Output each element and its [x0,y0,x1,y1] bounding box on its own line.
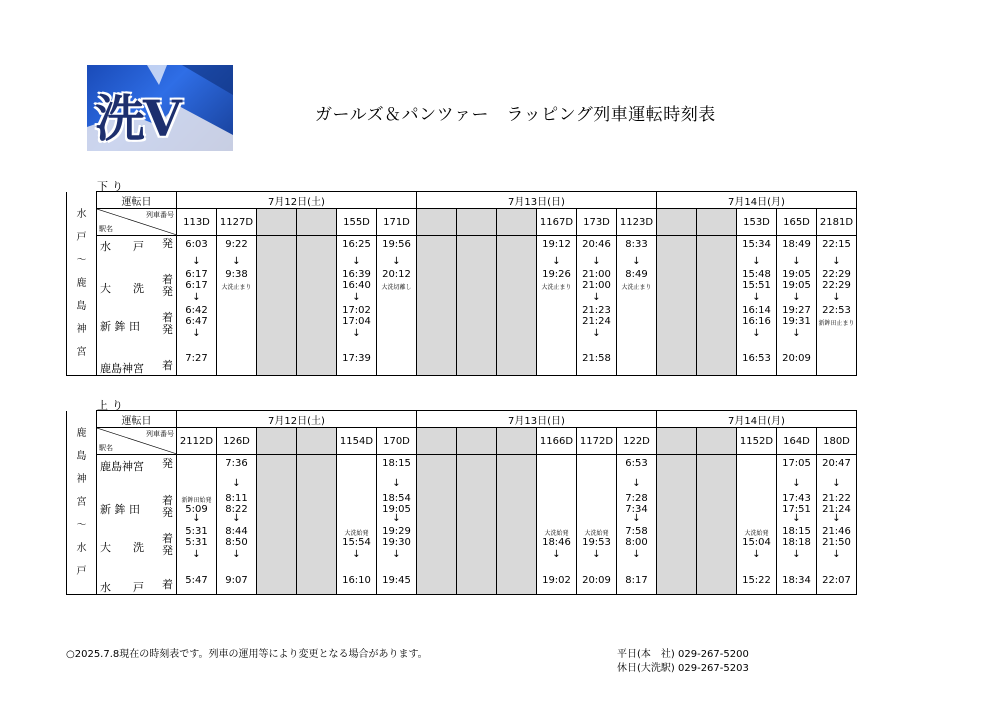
arrive-depart-tag: 着 [162,578,173,591]
service-note: 大洗始発 [544,530,569,537]
time-column [697,455,737,595]
direction-char: ～ [76,519,87,531]
time-cell: 22:07 [822,575,851,586]
train-number: 171D [377,209,417,236]
pass-arrow: ↓ [792,513,801,524]
time-column [457,455,497,595]
time-cell: 6:47 [185,316,208,327]
direction-char: 宮 [76,496,87,508]
train-number [257,209,297,236]
time-cell: 18:46 [542,537,571,548]
time-cell: 15:54 [342,537,371,548]
direction-char: 神 [76,323,87,335]
time-column [497,455,537,595]
arrive-depart-tag: 着 発 [162,273,173,298]
train-number: 126D [217,428,257,455]
pass-arrow: ↓ [232,478,241,489]
time-cell: 6:17 [185,269,208,280]
train-number: 155D [337,209,377,236]
train-number: 1172D [577,428,617,455]
pass-arrow: ↓ [832,513,841,524]
pass-arrow: ↓ [352,549,361,560]
pass-arrow: ↓ [232,549,241,560]
direction-char: 戸 [76,231,87,243]
time-cell: 19:29 [382,526,411,537]
time-cell: 6:03 [185,239,208,250]
time-cell: 20:47 [822,458,851,469]
time-cell: 8:49 [625,269,648,280]
contact-holiday [617,659,749,674]
notice-text: ○2025.7.8現在の時刻表です。列車の運用等により変更となる場合があります。 [66,649,428,660]
pass-arrow: ↓ [832,292,841,303]
time-cell: 19:27 [782,305,811,316]
pass-arrow: ↓ [232,256,241,267]
train-no-label: 列車番号 [146,430,174,438]
time-cell: 15:51 [742,280,771,291]
date-header: 7月14日(月) [657,411,857,428]
time-cell: 7:58 [625,526,648,537]
time-column [777,236,817,376]
contact-label: 平日(本 社) [617,649,675,660]
train-number: 180D [817,428,857,455]
time-cell: 19:56 [382,239,411,250]
time-cell: 19:02 [542,575,571,586]
pass-arrow: ↓ [352,292,361,303]
time-cell: 7:34 [625,504,648,515]
pass-arrow: ↓ [352,328,361,339]
time-cell: 16:16 [742,316,771,327]
station-name: 大 洗 [100,541,144,554]
service-note: 大洗止まり [541,284,572,291]
time-cell: 7:28 [625,493,648,504]
time-column [617,236,657,376]
direction-label [67,192,97,376]
time-cell: 21:00 [582,269,611,280]
service-note: 大洗止まり [221,284,252,291]
pass-arrow: ↓ [792,292,801,303]
time-cell: 17:51 [782,504,811,515]
pass-arrow: ↓ [192,513,201,524]
direction-char: 鹿 [76,427,87,439]
train-number [697,428,737,455]
direction-char: 鹿 [76,277,87,289]
pass-arrow: ↓ [832,256,841,267]
station-name: 新 鉾 田 [100,320,140,333]
station-name: 水 戸 [100,240,144,253]
time-column [737,455,777,595]
time-cell: 19:45 [382,575,411,586]
pass-arrow: ↓ [192,328,201,339]
pass-arrow: ↓ [392,256,401,267]
time-cell: 15:22 [742,575,771,586]
time-cell: 18:15 [382,458,411,469]
direction-char: ～ [76,254,87,266]
time-cell: 17:43 [782,493,811,504]
date-header: 7月12日(土) [177,192,417,209]
pass-arrow: ↓ [752,549,761,560]
arrive-depart-tag: 発 [162,237,173,250]
contact-phone: 029-267-5200 [678,649,749,660]
time-cell: 20:12 [382,269,411,280]
time-cell: 22:53 [822,305,851,316]
time-cell: 19:12 [542,239,571,250]
train-number [297,209,337,236]
train-number: 1154D [337,428,377,455]
pass-arrow: ↓ [232,513,241,524]
time-cell: 22:15 [822,239,851,250]
time-column [337,455,377,595]
run-day-header: 運転日 [97,192,177,209]
time-column [217,455,257,595]
time-cell: 8:44 [225,526,248,537]
time-cell: 7:36 [225,458,248,469]
station-name: 新 鉾 田 [100,503,140,516]
train-number [657,209,697,236]
pass-arrow: ↓ [832,549,841,560]
station-label: 駅名 [99,444,113,452]
pass-arrow: ↓ [632,549,641,560]
service-note: 大洗始発 [744,530,769,537]
time-cell: 16:14 [742,305,771,316]
direction-char: 神 [76,473,87,485]
direction-char: 戸 [76,565,87,577]
pass-arrow: ↓ [792,478,801,489]
pass-arrow: ↓ [792,256,801,267]
train-number [657,428,697,455]
service-note: 大洗切離し [381,284,412,291]
arrive-depart-tag: 発 [162,457,173,470]
time-cell: 15:04 [742,537,771,548]
service-note: 新鉾田始発 [181,497,212,504]
train-number: 1152D [737,428,777,455]
arrive-depart-tag: 着 発 [162,532,173,557]
pass-arrow: ↓ [192,256,201,267]
time-cell: 16:53 [742,353,771,364]
time-cell: 21:24 [582,316,611,327]
time-cell: 5:31 [185,537,208,548]
train-number: 153D [737,209,777,236]
time-cell: 17:05 [782,458,811,469]
direction-char: 島 [76,300,87,312]
up-section-label: 上り [97,399,127,412]
pass-arrow: ↓ [192,549,201,560]
pass-arrow: ↓ [192,292,201,303]
date-header: 7月13日(日) [417,192,657,209]
train-number [697,209,737,236]
time-column [257,455,297,595]
time-column [177,455,217,595]
time-cell: 6:42 [185,305,208,316]
time-column [297,236,337,376]
time-cell: 5:47 [185,575,208,586]
time-cell: 21:46 [822,526,851,537]
time-cell: 20:46 [582,239,611,250]
station-column [97,236,177,376]
pass-arrow: ↓ [792,549,801,560]
up-timetable [66,410,857,595]
pass-arrow: ↓ [752,256,761,267]
direction-label [67,411,97,595]
time-cell: 21:58 [582,353,611,364]
pass-arrow: ↓ [592,328,601,339]
train-number [257,428,297,455]
train-number: 1123D [617,209,657,236]
train-number: 164D [777,428,817,455]
time-column [417,236,457,376]
time-cell: 5:31 [185,526,208,537]
direction-char: 島 [76,450,87,462]
arrive-depart-tag: 着 [162,359,173,372]
pass-arrow: ↓ [632,478,641,489]
time-cell: 16:39 [342,269,371,280]
pass-arrow: ↓ [792,328,801,339]
header-corner [97,209,177,236]
time-cell: 17:04 [342,316,371,327]
pass-arrow: ↓ [592,549,601,560]
date-header: 7月12日(土) [177,411,417,428]
pass-arrow: ↓ [392,549,401,560]
train-number: 1167D [537,209,577,236]
pass-arrow: ↓ [392,513,401,524]
pass-arrow: ↓ [552,256,561,267]
train-number [457,209,497,236]
time-cell: 19:31 [782,316,811,327]
time-cell: 19:05 [782,269,811,280]
time-cell: 9:38 [225,269,248,280]
time-column [537,455,577,595]
train-number: 2112D [177,428,217,455]
time-cell: 6:17 [185,280,208,291]
time-cell: 15:34 [742,239,771,250]
time-cell: 20:09 [782,353,811,364]
time-cell: 6:53 [625,458,648,469]
pass-arrow: ↓ [632,256,641,267]
time-cell: 8:00 [625,537,648,548]
page-title: ガールズ＆パンツァー ラッピング列車運転時刻表 [315,105,716,125]
station-name: 大 洗 [100,282,144,295]
logo-image [87,65,233,151]
service-note: 大洗始発 [344,530,369,537]
pass-arrow: ↓ [392,478,401,489]
date-header: 7月13日(日) [417,411,657,428]
time-column [737,236,777,376]
time-cell: 19:05 [782,280,811,291]
time-cell: 8:17 [625,575,648,586]
time-cell: 16:25 [342,239,371,250]
station-name: 鹿島神宮 [100,460,144,473]
time-column [697,236,737,376]
time-column [177,236,217,376]
time-column [417,455,457,595]
time-cell: 8:50 [225,537,248,548]
pass-arrow: ↓ [752,328,761,339]
time-column [497,236,537,376]
station-column [97,455,177,595]
down-timetable [66,191,857,376]
contact-weekday [617,645,749,660]
date-header: 7月14日(月) [657,192,857,209]
time-cell: 17:39 [342,353,371,364]
run-day-header: 運転日 [97,411,177,428]
header-corner [97,428,177,455]
time-column [577,236,617,376]
train-no-label: 列車番号 [146,211,174,219]
pass-arrow: ↓ [592,256,601,267]
time-cell: 16:10 [342,575,371,586]
service-note: 大洗始発 [584,530,609,537]
time-column [217,236,257,376]
time-cell: 18:18 [782,537,811,548]
train-number: 122D [617,428,657,455]
train-number: 113D [177,209,217,236]
train-number: 170D [377,428,417,455]
time-column [657,236,697,376]
train-number [497,209,537,236]
time-cell: 21:24 [822,504,851,515]
time-cell: 7:27 [185,353,208,364]
station-name: 水 戸 [100,581,144,594]
time-cell: 21:22 [822,493,851,504]
train-number [417,209,457,236]
pass-arrow: ↓ [552,549,561,560]
time-column [657,455,697,595]
pass-arrow: ↓ [352,256,361,267]
time-column [817,236,857,376]
time-column [377,236,417,376]
train-number: 1127D [217,209,257,236]
train-number: 165D [777,209,817,236]
time-cell: 20:09 [582,575,611,586]
pass-arrow: ↓ [752,292,761,303]
time-cell: 22:29 [822,280,851,291]
time-cell: 8:11 [225,493,248,504]
pass-arrow: ↓ [632,513,641,524]
contact-label: 休日(大洗駅) [617,663,675,674]
time-cell: 17:02 [342,305,371,316]
time-column [537,236,577,376]
time-column [257,236,297,376]
down-section-label: 下り [97,180,127,193]
arrive-depart-tag: 着 発 [162,311,173,336]
direction-char: 宮 [76,346,87,358]
time-cell: 9:22 [225,239,248,250]
station-label: 駅名 [99,225,113,233]
time-cell: 19:53 [582,537,611,548]
time-cell: 19:05 [382,504,411,515]
train-number: 2181D [817,209,857,236]
logo-text: 洗V [95,89,180,148]
time-cell: 5:09 [185,504,208,515]
direction-char: 水 [76,208,87,220]
time-cell: 19:30 [382,537,411,548]
time-cell: 19:26 [542,269,571,280]
time-column [377,455,417,595]
time-column [777,455,817,595]
service-note: 新鉾田止まり [818,320,855,327]
direction-char: 水 [76,542,87,554]
time-cell: 18:34 [782,575,811,586]
train-number [497,428,537,455]
time-cell: 8:33 [625,239,648,250]
service-note: 大洗止まり [621,284,652,291]
time-column [337,236,377,376]
time-cell: 15:48 [742,269,771,280]
time-cell: 8:22 [225,504,248,515]
train-number: 173D [577,209,617,236]
time-cell: 21:23 [582,305,611,316]
train-number [417,428,457,455]
time-column [297,455,337,595]
time-cell: 18:15 [782,526,811,537]
time-cell: 9:07 [225,575,248,586]
time-column [577,455,617,595]
contact-phone: 029-267-5203 [678,663,749,674]
time-column [817,455,857,595]
time-cell: 22:29 [822,269,851,280]
time-cell: 16:40 [342,280,371,291]
time-cell: 18:49 [782,239,811,250]
time-cell: 21:00 [582,280,611,291]
time-cell: 18:54 [382,493,411,504]
arrive-depart-tag: 着 発 [162,494,173,519]
train-number [457,428,497,455]
train-number: 1166D [537,428,577,455]
pass-arrow: ↓ [832,478,841,489]
time-column [617,455,657,595]
time-column [457,236,497,376]
train-number [297,428,337,455]
pass-arrow: ↓ [592,292,601,303]
time-cell: 21:50 [822,537,851,548]
station-name: 鹿島神宮 [100,362,144,375]
